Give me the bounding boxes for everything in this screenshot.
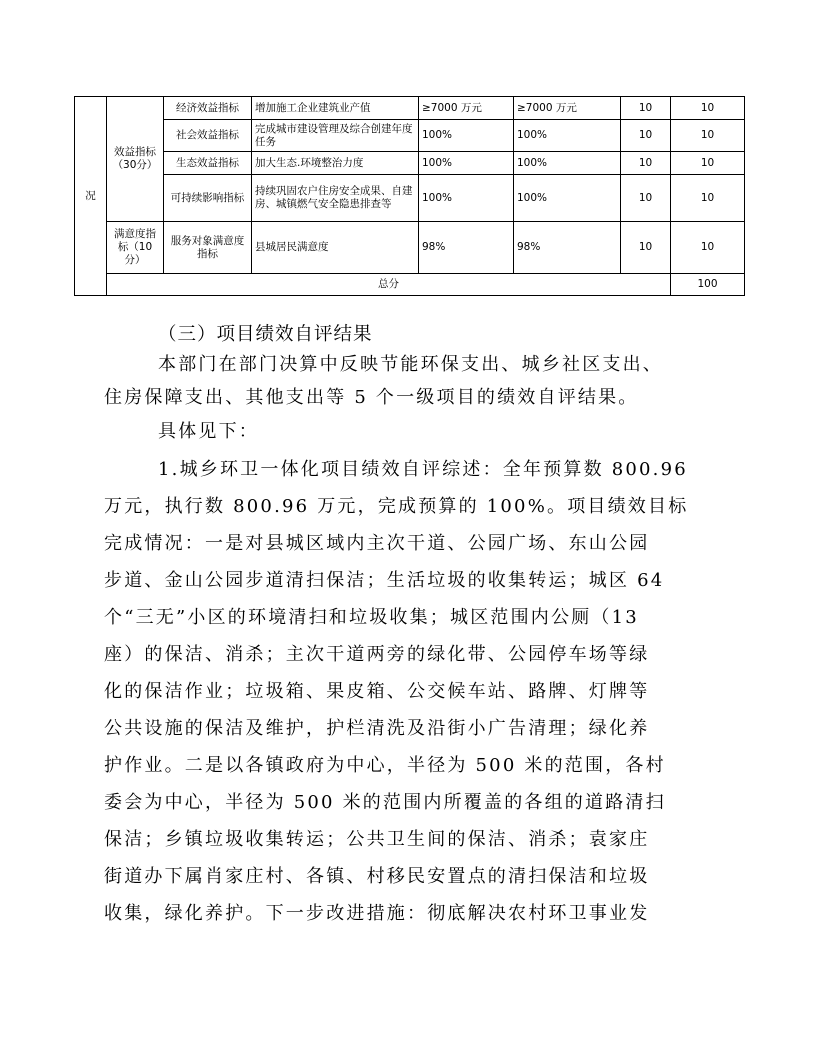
benefit-tier2-cell: 效益指标（30分） (107, 97, 164, 222)
indicator-cell: 加大生态.环境整治力度 (252, 152, 419, 175)
performance-table (74, 96, 745, 296)
weight-cell: 10 (621, 97, 671, 120)
actual-cell: 100% (514, 120, 621, 152)
actual-cell: 100% (514, 175, 621, 222)
score-cell: 10 (671, 120, 745, 152)
table-row (75, 152, 745, 175)
table-row (75, 97, 745, 120)
weight-cell: 10 (621, 152, 671, 175)
target-cell: ≥7000 万元 (419, 97, 514, 120)
paragraph-line: 完成情况：一是对县城区域内主次干道、公园广场、东山公园 (104, 533, 650, 554)
score-cell: 10 (671, 175, 745, 222)
actual-cell: ≥7000 万元 (514, 97, 621, 120)
total-row (75, 274, 745, 296)
paragraph-line: 1.城乡环卫一体化项目绩效自评综述：全年预算数 800.96 (158, 459, 688, 480)
tier3-cell: 服务对象满意度指标 (164, 222, 252, 274)
actual-cell: 98% (514, 222, 621, 274)
paragraph-line: 护作业。二是以各镇政府为中心，半径为 500 米的范围，各村 (104, 755, 666, 776)
indicator-cell: 持续巩固农户住房安全成果、自建房、城镇燃气安全隐患排查等 (252, 175, 419, 222)
tier3-cell: 可持续影响指标 (164, 175, 252, 222)
paragraph-line: 住房保障支出、其他支出等 5 个一级项目的绩效自评结果。 (104, 387, 639, 408)
paragraph-line: 收集，绿化养护。下一步改进措施：彻底解决农村环卫事业发 (104, 903, 650, 924)
indicator-cell: 县城居民满意度 (252, 222, 419, 274)
tier3-cell: 社会效益指标 (164, 120, 252, 152)
target-cell: 100% (419, 152, 514, 175)
paragraph-line: 委会为中心，半径为 500 米的范围内所覆盖的各组的道路清扫 (104, 792, 666, 813)
paragraph-line: 化的保洁作业；垃圾箱、果皮箱、公交候车站、路牌、灯牌等 (104, 681, 650, 702)
tier3-cell: 生态效益指标 (164, 152, 252, 175)
score-cell: 10 (671, 97, 745, 120)
total-label: 总分 (107, 274, 671, 296)
weight-cell: 10 (621, 120, 671, 152)
indicator-cell: 完成城市建设管理及综合创建年度任务 (252, 120, 419, 152)
paragraph-line: 座）的保洁、消杀；主次干道两旁的绿化带、公园停车场等绿 (104, 644, 650, 665)
paragraph-line: 万元，执行数 800.96 万元，完成预算的 100%。项目绩效目标 (104, 496, 689, 517)
weight-cell: 10 (621, 222, 671, 274)
paragraph-line: 步道、金山公园步道清扫保洁；生活垃圾的收集转运；城区 64 (104, 570, 665, 591)
target-cell: 98% (419, 222, 514, 274)
table-row (75, 222, 745, 274)
target-cell: 100% (419, 175, 514, 222)
situation-label: 况 (75, 97, 107, 296)
table-row (75, 175, 745, 222)
paragraph-line: 本部门在部门决算中反映节能环保支出、城乡社区支出、 (158, 354, 663, 375)
paragraph-line: 街道办下属肖家庄村、各镇、村移民安置点的清扫保洁和垃圾 (104, 866, 650, 887)
paragraph-line: 个“三无”小区的环境清扫和垃圾收集；城区范围内公厕（13 (104, 607, 639, 628)
satisfaction-tier2-cell: 满意度指标（10分） (107, 222, 164, 274)
paragraph-line: 公共设施的保洁及维护，护栏清洗及沿街小广告清理；绿化养 (104, 718, 650, 739)
tier3-cell: 经济效益指标 (164, 97, 252, 120)
total-weight: 100 (671, 274, 745, 296)
paragraph-line: 具体见下： (158, 421, 259, 442)
indicator-cell: 增加施工企业建筑业产值 (252, 97, 419, 120)
table-row (75, 120, 745, 152)
paragraph-line: 保洁；乡镇垃圾收集转运；公共卫生间的保洁、消杀；袁家庄 (104, 829, 650, 850)
section-heading: （三）项目绩效自评结果 (158, 324, 373, 345)
actual-cell: 100% (514, 152, 621, 175)
weight-cell: 10 (621, 175, 671, 222)
target-cell: 100% (419, 120, 514, 152)
score-cell: 10 (671, 222, 745, 274)
score-cell: 10 (671, 152, 745, 175)
